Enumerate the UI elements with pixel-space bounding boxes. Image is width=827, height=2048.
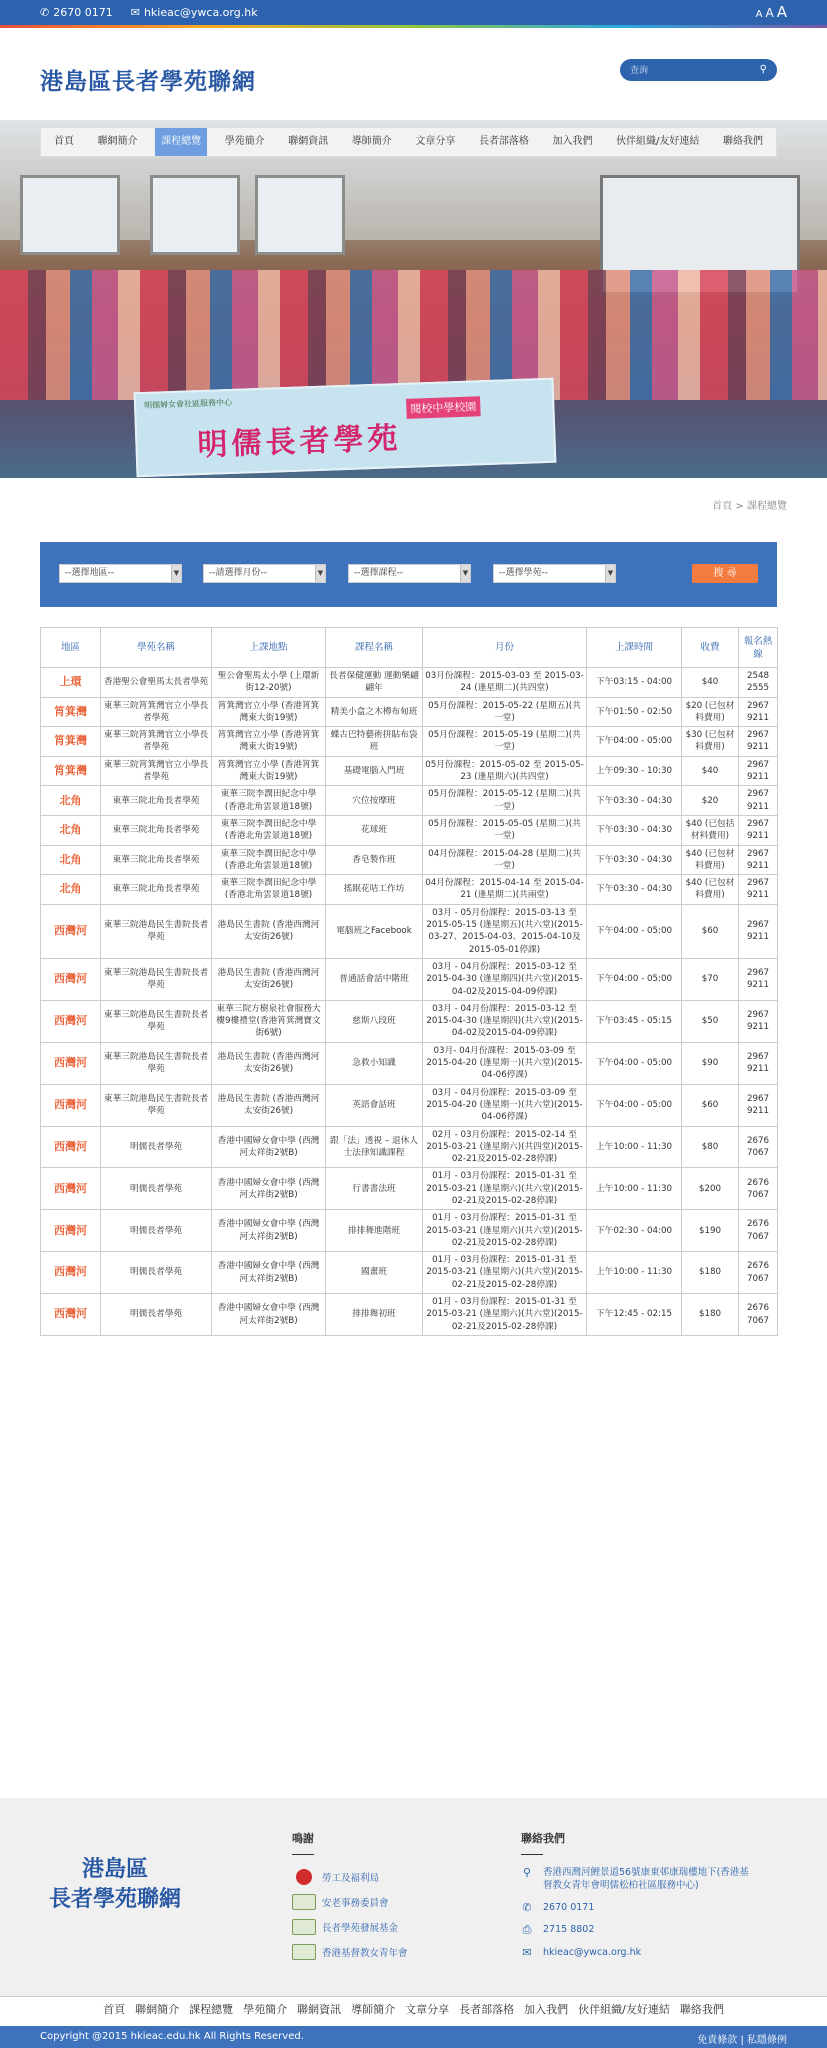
table-cell: 東華三院北角長者學苑 [101,875,212,905]
table-cell: 明儒長者學苑 [101,1126,212,1168]
table-cell: 2967 9211 [739,845,778,875]
table-cell: 下午04:00 - 05:00 [587,727,682,757]
table-cell: 穴位按摩班 [326,786,423,816]
table-cell: 搖眠花咭工作坊 [326,875,423,905]
chevron-down-icon: ▼ [460,565,470,582]
table-cell: 西灣河 [41,1042,101,1084]
table-cell: 明儒長者學苑 [101,1294,212,1336]
search-box [620,59,777,81]
font-size-switcher [756,3,787,21]
table-row [41,1000,778,1042]
table-cell: 01月 - 03月份課程：2015-01-31 至 2015-03-21 (逢星期六)(共六堂)(2015-02-21及2015-02-28停課) [423,1168,587,1210]
table-cell: 2967 9211 [739,786,778,816]
chevron-down-icon: ▼ [315,565,325,582]
footer-logo[interactable]: 港島區 長者學苑聯網 [48,1857,181,1912]
table-cell: 下午12:45 - 02:15 [587,1294,682,1336]
table-row [41,786,778,816]
table-cell: 2967 9211 [739,815,778,845]
table-cell: 蝶古巴特藝術拼貼布袋班 [326,727,423,757]
table-cell: 上午10:00 - 11:30 [587,1126,682,1168]
table-cell: $40 (已包括材料費用) [682,815,739,845]
table-cell: 2967 9211 [739,697,778,727]
table-cell: $60 [682,904,739,958]
table-cell: 東華三院李潤田紀念中學 (香港北角雲景道18號) [212,815,326,845]
table-cell: 東華三院港島民生書院長者學苑 [101,958,212,1000]
thanks-title: 鳴謝 [292,1830,314,1855]
footer-nav [0,1996,827,2026]
table-row [41,875,778,905]
table-cell: 急救小知識 [326,1042,423,1084]
table-cell: 東華三院筲箕灣官立小學長者學苑 [101,756,212,786]
table-row [41,815,778,845]
column-header: 收費 [682,628,739,668]
table-cell: 05月份課程：2015-05-05 (星期二)(共一堂) [423,815,587,845]
nav-blog[interactable]: 長者部落格 [478,136,529,147]
table-cell: 東華三院筲箕灣官立小學長者學苑 [101,697,212,727]
nav-about[interactable]: 聯網簡介 [97,136,138,147]
search-icon[interactable]: ⚲ [759,64,767,75]
footer-nav-academies[interactable]: 學苑簡介 [243,2003,288,2016]
table-cell: 01月 - 03月份課程：2015-01-31 至 2015-03-21 (逢星期六)(共六堂)(2015-02-21及2015-02-28停課) [423,1210,587,1252]
table-cell: 2676 7067 [739,1210,778,1252]
table-cell: 2967 9211 [739,756,778,786]
copyright-bar [0,2026,827,2048]
table-cell: 西灣河 [41,1000,101,1042]
contact-fax: ⎙ 2715 8802 [522,1923,595,1936]
nav-partners[interactable]: 伙伴組織/友好連結 [616,136,700,147]
table-cell: 04月份課程：2015-04-28 (星期二)(共一堂) [423,845,587,875]
table-cell: 基礎電腦入門班 [326,756,423,786]
table-cell: $190 [682,1210,739,1252]
photo-banner: 明儒婦女會社區服務中心 明儒長者學苑 閱校中學校園 [134,378,557,478]
table-cell: $50 [682,1000,739,1042]
table-row [41,1210,778,1252]
table-cell: 上午09:30 - 10:30 [587,756,682,786]
font-small-button[interactable]: A [755,9,763,20]
table-cell: 筲箕灣 [41,727,101,757]
table-cell: 排排舞初班 [326,1294,423,1336]
window [255,175,345,255]
table-cell: 03月 - 05月份課程：2015-03-13 至 2015-05-15 (逢星期五)(共六堂)(2015-03-27、2015-04-03、2015-04-10及2015-05-01停課) [423,904,587,958]
table-cell: 下午03:30 - 04:30 [587,815,682,845]
table-cell: 筲箕灣 [41,756,101,786]
table-cell: $40 [682,668,739,698]
table-row [41,845,778,875]
table-cell: 2676 7067 [739,1126,778,1168]
table-cell: 下午03:30 - 04:30 [587,845,682,875]
table-cell: 下午01:50 - 02:50 [587,697,682,727]
table-cell: 港島民生書院 (香港西灣河太安街26號) [212,1042,326,1084]
phone-icon: ✆ [522,1901,532,1914]
column-header: 上課地點 [212,628,326,668]
nav-courses[interactable]: 課程總覽 [155,128,207,156]
table-cell: 上環 [41,668,101,698]
table-cell: 跟「法」透視 – 退休人士法律知識課程 [326,1126,423,1168]
table-cell: 2967 9211 [739,904,778,958]
table-cell: 2676 7067 [739,1252,778,1294]
table-cell: $60 [682,1084,739,1126]
table-cell: 2676 7067 [739,1294,778,1336]
contact-list [521,1866,753,1968]
table-cell: 西灣河 [41,1168,101,1210]
footer-nav-about[interactable]: 聯網簡介 [135,2003,180,2016]
course-table [40,627,778,1336]
table-cell: $90 [682,1042,739,1084]
table-cell: 2967 9211 [739,958,778,1000]
table-cell: $70 [682,958,739,1000]
course-select[interactable]: --選擇課程-- ▼ [348,564,471,583]
table-cell: 2967 9211 [739,1000,778,1042]
table-cell: 港島民生書院 (香港西灣河太安街26號) [212,958,326,1000]
top-contact [40,6,258,19]
table-cell: 電腦班之Facebook [326,904,423,958]
site-header [0,28,827,120]
hksar-emblem-icon [296,1869,312,1885]
mail-icon: ✉ [130,6,140,19]
table-cell: 2967 9211 [739,1084,778,1126]
search-input[interactable] [630,62,750,78]
table-cell: 港島民生書院 (香港西灣河太安街26號) [212,1084,326,1126]
table-cell: 02月 - 03月份課程：2015-02-14 至 2015-03-21 (逢星期六)(共四堂)(2015-02-21及2015-02-28停課) [423,1126,587,1168]
footer-nav-join[interactable]: 加入我們 [524,2003,569,2016]
district-select[interactable]: --選擇地區-- ▼ [59,564,182,583]
table-cell: 香港中國婦女會中學 (西灣河太祥街2號B) [212,1294,326,1336]
table-cell: 上午10:00 - 11:30 [587,1168,682,1210]
table-cell: 明儒長者學苑 [101,1252,212,1294]
table-row [41,756,778,786]
thanks-link[interactable]: 安老事務委員會 [322,1897,389,1909]
table-cell: 03月- 04月份課程：2015-03-09 至 2015-04-20 (逢星期一)(共六堂)(2015-04-06停課) [423,1042,587,1084]
search-button[interactable]: 搜 尋 [692,564,758,583]
table-cell: $40 [682,756,739,786]
table-cell: 03月 - 04月份課程：2015-03-12 至 2015-04-30 (逢星期四)(共六堂)(2015-04-02及2015-04-09停課) [423,958,587,1000]
table-row [41,1126,778,1168]
table-cell: 下午04:00 - 05:00 [587,1084,682,1126]
contact-email[interactable]: ✉ hkieac@ywca.org.hk [522,1946,642,1959]
table-cell: 2967 9211 [739,875,778,905]
table-cell: 03月 - 04月份課程：2015-03-12 至 2015-04-30 (逢星期四)(共六堂)(2015-04-02及2015-04-09停課) [423,1000,587,1042]
table-cell: 港島民生書院 (香港西灣河太安街26號) [212,904,326,958]
column-header: 課程名稱 [326,628,423,668]
table-body [41,668,778,1336]
table-cell: $40 (已包材料費用) [682,875,739,905]
table-cell: $180 [682,1252,739,1294]
column-header: 月份 [423,628,587,668]
table-cell: $80 [682,1126,739,1168]
table-cell: 精美小盒之木樽布甸班 [326,697,423,727]
table-cell: 03月份課程：2015-03-03 至 2015-03-24 (逢星期二)(共四堂) [423,668,587,698]
chevron-down-icon: ▼ [605,565,615,582]
list-item [292,1864,408,1889]
table-cell: 香港聖公會聖馬太長者學苑 [101,668,212,698]
table-cell: 下午04:00 - 05:00 [587,1042,682,1084]
font-large-button[interactable]: A [776,3,787,21]
table-cell: 2967 9211 [739,1042,778,1084]
nav-news[interactable]: 聯網資訊 [288,136,329,147]
group-of-people [0,270,827,400]
table-cell: 上午10:00 - 11:30 [587,1252,682,1294]
contact-phone: ✆ 2670 0171 [522,1901,595,1914]
thanks-link[interactable]: 香港基督教女青年會 [322,1947,408,1959]
table-cell: 慈斯八段班 [326,1000,423,1042]
column-header: 學苑名稱 [101,628,212,668]
table-cell: 下午04:00 - 05:00 [587,904,682,958]
table-cell: 下午03:45 - 05:15 [587,1000,682,1042]
contact-address: ⚲ 香港西灣河鯉景道56號康東邨康瑞樓地下(香港基督教女青年會明儒松柏社區服務中心) [522,1866,749,1891]
breadcrumb[interactable]: 首頁 > 課程總覽 [712,501,787,512]
table-row [41,1084,778,1126]
nav-academies[interactable]: 學苑簡介 [224,136,265,147]
table-cell: 筲箕灣官立小學 (香港筲箕灣東大街19號) [212,756,326,786]
table-cell: 01月 - 03月份課程：2015-01-31 至 2015-03-21 (逢星期六)(共六堂)(2015-02-21及2015-02-28停課) [423,1252,587,1294]
table-cell: 英語會話班 [326,1084,423,1126]
table-cell: $180 [682,1294,739,1336]
table-cell: 西灣河 [41,1294,101,1336]
nav-join[interactable]: 加入我們 [552,136,593,147]
window [20,175,120,255]
table-cell: 香港中國婦女會中學 (西灣河太祥街2號B) [212,1210,326,1252]
table-cell: 北角 [41,786,101,816]
table-row [41,1294,778,1336]
table-cell: 北角 [41,875,101,905]
table-cell: 西灣河 [41,1084,101,1126]
footer-nav-tutors[interactable]: 導師簡介 [351,2003,396,2016]
footer-nav-blog[interactable]: 長者部落格 [459,2003,515,2016]
table-cell: 04月份課程：2015-04-14 至 2015-04-21 (逢星期二)(共兩堂) [423,875,587,905]
table-cell: 東華三院筲箕灣官立小學長者學苑 [101,727,212,757]
academy-fund-logo-icon [292,1919,316,1935]
table-cell: 筲箕灣 [41,697,101,727]
column-header: 報名熱線 [739,628,778,668]
site-footer [0,1798,827,1996]
table-cell: 東華三院李潤田紀念中學 (香港北角雲景道18號) [212,786,326,816]
main-nav [40,127,777,157]
map-pin-icon: ⚲ [522,1866,532,1879]
thanks-list [292,1864,408,1964]
elderly-commission-logo-icon [292,1894,316,1910]
table-cell: 東華三院李潤田紀念中學 (香港北角雲景道18號) [212,875,326,905]
phone-icon: ✆ [40,6,50,19]
disclaimer-link[interactable]: 免責條款 [697,2035,738,2046]
table-cell: 東華三院李潤田紀念中學 (香港北角雲景道18號) [212,845,326,875]
month-select[interactable]: --請選擇月份-- ▼ [203,564,326,583]
academy-select[interactable]: --選擇學苑-- ▼ [493,564,616,583]
table-cell: 2967 9211 [739,727,778,757]
table-cell: 長者保健運動 運動樂翩翩年 [326,668,423,698]
course-filter [40,542,777,607]
table-cell: 東華三院北角長者學苑 [101,786,212,816]
footer-nav-contact[interactable]: 聯絡我們 [679,2003,724,2016]
footer-nav-partners[interactable]: 伙伴組織/友好連結 [578,2003,670,2016]
table-cell: $40 (已包材料費用) [682,845,739,875]
table-cell: 行書書法班 [326,1168,423,1210]
list-item [292,1914,408,1939]
table-cell: 明儒長者學苑 [101,1210,212,1252]
table-cell: $20 [682,786,739,816]
table-row [41,697,778,727]
ywca-logo-icon [292,1944,316,1960]
table-cell: 下午03:30 - 04:30 [587,875,682,905]
table-cell: 01月 - 03月份課程：2015-01-31 至 2015-03-21 (逢星期六)(共六堂)(2015-02-21及2015-02-28停課) [423,1294,587,1336]
table-cell: 西灣河 [41,1210,101,1252]
chevron-down-icon: ▼ [171,565,181,582]
footer-nav-news[interactable]: 聯網資訊 [297,2003,342,2016]
column-header: 地區 [41,628,101,668]
hero-photo [0,120,827,478]
list-item [292,1889,408,1914]
contact-title: 聯絡我們 [521,1830,565,1855]
table-row [41,958,778,1000]
table-cell: 下午04:00 - 05:00 [587,958,682,1000]
table-cell: 下午03:15 - 04:00 [587,668,682,698]
table-cell: 北角 [41,815,101,845]
table-cell: 05月份課程：2015-05-19 (星期二)(共一堂) [423,727,587,757]
top-bar [0,0,827,25]
legal-links: 免責條款 | 私隱條例 [697,2035,787,2046]
footer-nav-courses[interactable]: 課程總覽 [189,2003,234,2016]
nav-home[interactable]: 首頁 [54,136,74,147]
mail-icon: ✉ [522,1946,532,1959]
site-logo[interactable]: 港島區長者學苑聯網 [40,69,256,95]
nav-contact[interactable]: 聯絡我們 [723,136,763,147]
window [150,175,240,255]
table-cell: $200 [682,1168,739,1210]
table-cell: 東華三院港島民生書院長者學苑 [101,1000,212,1042]
nav-tutors[interactable]: 導師簡介 [351,136,392,147]
table-cell: 香港中國婦女會中學 (西灣河太祥街2號B) [212,1126,326,1168]
table-cell: 03月 - 04月份課程：2015-03-09 至 2015-04-20 (逢星期一)(共六堂)(2015-04-06停課) [423,1084,587,1126]
fax-icon: ⎙ [522,1923,532,1936]
thanks-link[interactable]: 勞工及福利局 [322,1872,380,1884]
table-cell: $30 (已包材料費用) [682,727,739,757]
table-row [41,904,778,958]
table-cell: 東華三院港島民生書院長者學苑 [101,1084,212,1126]
table-row [41,668,778,698]
table-cell: 2676 7067 [739,1168,778,1210]
table-cell: 排排舞進階班 [326,1210,423,1252]
table-cell: 筲箕灣官立小學 (香港筲箕灣東大街19號) [212,697,326,727]
thanks-link[interactable]: 長者學苑發展基金 [322,1922,399,1934]
table-cell: 05月份課程：2015-05-22 (星期五)(共一堂) [423,697,587,727]
copyright-text: Copyright @2015 hkieac.edu.hk All Rights Reserved. [40,2031,304,2042]
table-cell: 聖公會聖馬太小學 (上環新街12-20號) [212,668,326,698]
footer-nav-articles[interactable]: 文章分享 [405,2003,450,2016]
table-cell: 西灣河 [41,1252,101,1294]
table-cell: 香港中國婦女會中學 (西灣河太祥街2號B) [212,1168,326,1210]
table-cell: 筲箕灣官立小學 (香港筲箕灣東大街19號) [212,727,326,757]
column-header: 上課時間 [587,628,682,668]
table-cell: 國畫班 [326,1252,423,1294]
table-cell: 東華三院北角長者學苑 [101,845,212,875]
table-cell: 花球班 [326,815,423,845]
top-email[interactable]: ✉ hkieac@ywca.org.hk [130,6,258,19]
list-item [292,1939,408,1964]
table-row [41,727,778,757]
table-cell: 普通話會話中階班 [326,958,423,1000]
table-cell: 香皂製作班 [326,845,423,875]
table-cell: 下午02:30 - 04:00 [587,1210,682,1252]
font-medium-button[interactable]: A [765,6,774,20]
table-cell: 明儒長者學苑 [101,1168,212,1210]
table-cell: 05月份課程：2015-05-02 至 2015-05-23 (逢星期六)(共四堂) [423,756,587,786]
table-cell: 西灣河 [41,904,101,958]
table-cell: 香港中國婦女會中學 (西灣河太祥街2號B) [212,1252,326,1294]
table-cell: 西灣河 [41,958,101,1000]
table-cell: 東華三院港島民生書院長者學苑 [101,904,212,958]
table-cell: 下午03:30 - 04:30 [587,786,682,816]
table-row [41,1042,778,1084]
nav-articles[interactable]: 文章分享 [415,136,456,147]
table-cell: 東華三院方樹泉社會服務大樓9樓禮堂(香港筲箕灣寶文街6號) [212,1000,326,1042]
table-cell: 東華三院北角長者學苑 [101,815,212,845]
footer-nav-home[interactable]: 首頁 [103,2003,126,2016]
privacy-link[interactable]: 私隱條例 [747,2035,787,2046]
table-cell: 西灣河 [41,1126,101,1168]
table-cell: 東華三院港島民生書院長者學苑 [101,1042,212,1084]
table-cell: 05月份課程：2015-05-12 (星期二)(共一堂) [423,786,587,816]
top-phone: ✆ 2670 0171 [40,6,113,19]
table-cell: 北角 [41,845,101,875]
table-cell: 2548 2555 [739,668,778,698]
table-cell: $20 (已包材料費用) [682,697,739,727]
table-row [41,1168,778,1210]
table-header-row [41,628,778,668]
table-row [41,1252,778,1294]
